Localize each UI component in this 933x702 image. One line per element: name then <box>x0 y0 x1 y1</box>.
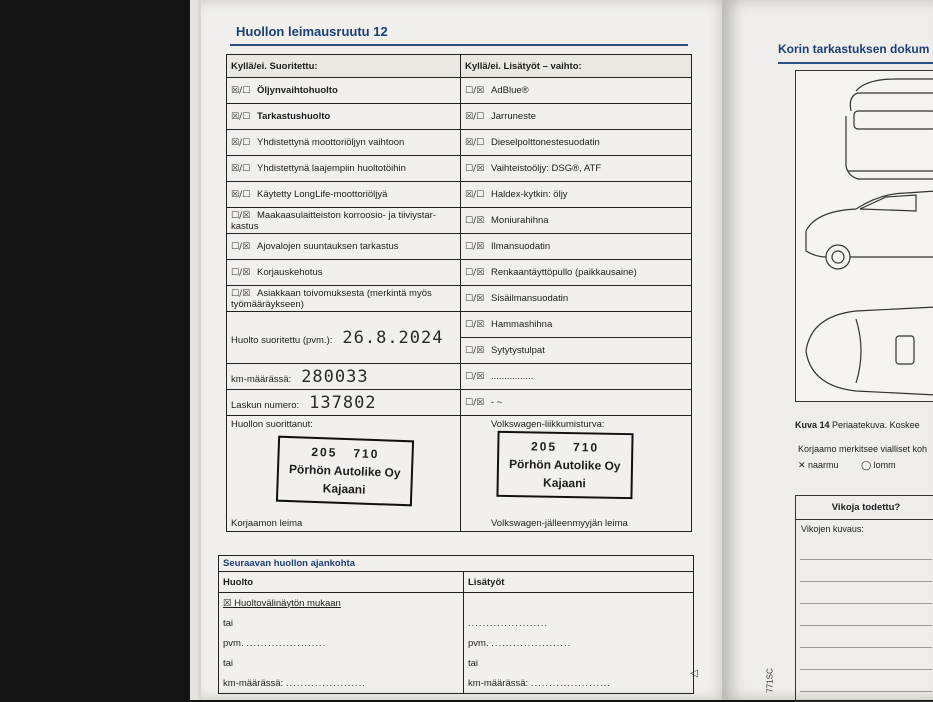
km-label: km-määrässä: <box>223 677 284 689</box>
right-title-divider <box>778 62 933 64</box>
table-row <box>227 260 692 286</box>
row-label: Dieselpolttonestesuodatin <box>491 137 600 148</box>
row-label: Yhdistettynä moottoriöljyn vaihtoon <box>257 137 405 148</box>
row-label: ................ <box>491 371 534 382</box>
km-label: km-määrässä: <box>231 373 292 385</box>
defects-description-label: Vikojen kuvaus: <box>801 524 864 534</box>
defects-box <box>795 495 933 702</box>
figure-number: Kuva 14 <box>795 420 830 430</box>
table-row <box>227 390 692 416</box>
row-label: Ajovalojen suuntauksen tarkastus <box>257 241 399 252</box>
col-extra-header: Lisätyöt <box>464 572 694 593</box>
table-row <box>227 182 692 208</box>
description-line[interactable] <box>800 670 932 692</box>
stamp-city: Kajaani <box>543 475 586 491</box>
corner-triangle-icon: ◁ <box>690 668 698 679</box>
workshop-stamp-label: Korjaamon leima <box>231 518 303 529</box>
stamp-row <box>227 416 692 532</box>
next-service-title: Seuraavan huollon ajankohta <box>219 556 693 572</box>
row-label: Öljynvaihtohuolto <box>257 85 338 96</box>
checkbox-pair[interactable]: ☐/☒ <box>465 320 485 330</box>
table-row <box>227 234 692 260</box>
table-row <box>227 286 692 312</box>
next-service-box <box>218 555 694 694</box>
date-label: pvm. <box>468 637 489 649</box>
row-label: Korjauskehotus <box>257 267 323 278</box>
table-row <box>227 78 692 104</box>
row-label: Sisäilmansuodatin <box>491 293 569 304</box>
checkbox-pair[interactable]: ☒/☐ <box>231 112 251 122</box>
checkbox-pair[interactable]: ☐/☒ <box>465 86 485 96</box>
table-row <box>227 364 692 390</box>
checkbox-pair[interactable]: ☐/☒ <box>465 216 485 226</box>
car-diagram <box>795 70 933 402</box>
dealer-stamp <box>496 431 633 499</box>
checkbox-pair[interactable]: ☐/☒ <box>231 242 251 252</box>
row-label: Jarruneste <box>491 111 536 122</box>
km-field[interactable]: ...................... <box>530 677 611 689</box>
checkbox-pair[interactable]: ☐/☒ <box>465 372 485 382</box>
or-label: tai <box>219 653 464 673</box>
extra-line[interactable]: ...................... <box>468 617 549 629</box>
stamp-company: Pörhön Autolike Oy <box>508 457 621 473</box>
checkbox-pair[interactable]: ☒/☐ <box>231 138 251 148</box>
description-line[interactable] <box>800 560 932 582</box>
next-service-table <box>219 572 693 693</box>
col-service-header: Huolto <box>219 572 464 593</box>
description-line[interactable] <box>800 626 932 648</box>
checkbox-pair[interactable]: ☐/☒ <box>465 398 485 408</box>
stamp-number-a: 205 <box>530 439 558 454</box>
table-row <box>227 156 692 182</box>
checkbox-pair[interactable]: ☒/☐ <box>231 164 251 174</box>
right-page-title: Korin tarkastuksen dokum <box>778 42 930 56</box>
table-row <box>227 104 692 130</box>
description-line[interactable] <box>800 582 932 604</box>
row-label: Yhdistettynä laajempiin huoltotöihin <box>257 163 406 174</box>
checkbox-pair[interactable]: ☐/☒ <box>465 242 485 252</box>
damage-legend <box>798 460 896 471</box>
date-field[interactable]: ...................... <box>491 637 572 649</box>
car-outline-icon <box>796 71 933 401</box>
service-stamp-table <box>226 54 692 532</box>
checkbox-pair[interactable]: ☐/☒ <box>231 288 251 299</box>
checkbox-pair[interactable]: ☒/☐ <box>231 86 251 96</box>
or-label: tai <box>468 657 479 669</box>
performed-by-label: Huollon suorittanut: <box>231 419 313 430</box>
or-label: tai <box>219 613 464 633</box>
row-label: Haldex-kytkin: öljy <box>491 189 568 200</box>
page-title: Huollon leimausruutu 12 <box>236 24 388 39</box>
header-extra-work: Kyllä/ei. Lisätyöt – vaihto: <box>461 55 692 78</box>
km-field[interactable]: ...................... <box>285 677 366 689</box>
checkbox-pair[interactable]: ☒/☐ <box>465 138 485 148</box>
checkbox-pair[interactable]: ☐/☒ <box>231 210 251 221</box>
row-label: Maakaasulaitteiston korroosio- ja tiiviystar-kastus <box>231 209 436 232</box>
row-label: - ~ <box>491 397 503 408</box>
figure-caption <box>795 420 920 430</box>
row-label: Vaihteistoöljy: DSG®, ATF <box>491 163 602 174</box>
checkbox-pair[interactable]: ☒/☐ <box>465 190 485 200</box>
invoice-value[interactable]: 137802 <box>309 392 377 413</box>
km-value[interactable]: 280033 <box>301 366 369 387</box>
figure-text: Periaatekuva. Koskee <box>832 420 920 430</box>
workshop-stamp <box>276 436 414 507</box>
defects-header: Vikoja todettu? <box>796 496 933 520</box>
km-label: km-määrässä: <box>468 677 529 689</box>
description-line[interactable] <box>800 538 932 560</box>
row-label: Asiakkaan toivomuksesta (merkintä myös työmääräykseen) <box>231 287 432 310</box>
table-row <box>227 312 692 338</box>
stamp-number-b: 710 <box>353 446 380 462</box>
row-label: Hammashihna <box>491 319 553 330</box>
legend-scratch: ✕ naarmu <box>798 460 839 470</box>
vw-warranty-label: Volkswagen-liikkumisturva: <box>491 419 605 430</box>
row-label: Tarkastushuolto <box>257 111 331 122</box>
title-divider <box>230 44 688 46</box>
checkbox-pair[interactable]: ☐/☒ <box>231 268 251 278</box>
description-line[interactable] <box>800 648 932 670</box>
table-row <box>227 208 692 234</box>
table-row <box>227 130 692 156</box>
date-label: pvm. <box>223 637 244 649</box>
description-line[interactable] <box>800 604 932 626</box>
row-label: AdBlue® <box>491 85 529 96</box>
stamp-city: Kajaani <box>322 481 366 497</box>
service-date-value[interactable]: 26.8.2024 <box>342 327 444 348</box>
invoice-label: Laskun numero: <box>231 399 300 411</box>
row-label: Sytytystulpat <box>491 345 545 356</box>
document-code: 771SC <box>765 668 775 693</box>
checkbox-pair[interactable]: ☐/☒ <box>465 268 485 278</box>
dealer-stamp-label: Volkswagen-jälleenmyyjän leima <box>491 518 628 529</box>
checkbox-pair[interactable]: ☒/☐ <box>465 112 485 122</box>
stamp-number-b: 710 <box>572 440 600 455</box>
date-field[interactable]: ...................... <box>246 637 327 649</box>
marking-note: Korjaamo merkitsee vialliset koh <box>798 444 928 454</box>
row-label: Ilmansuodatin <box>491 241 551 252</box>
row-label: Renkaantäyttöpullo (paikkausaine) <box>491 267 637 278</box>
checkbox-pair[interactable]: ☐/☒ <box>465 294 485 304</box>
checkbox-pair[interactable]: ☐/☒ <box>465 346 485 356</box>
row-label: Käytetty LongLife-moottoriöljyä <box>257 189 388 200</box>
service-interval-option[interactable]: ☒ Huoltovälinäytön mukaan <box>223 597 341 609</box>
legend-dent: ◯ lomm <box>861 460 896 470</box>
stamp-number-a: 205 <box>311 444 338 460</box>
header-performed: Kyllä/ei. Suoritettu: <box>227 55 461 78</box>
service-date-label: Huolto suoritettu (pvm.): <box>231 334 333 346</box>
checkbox-pair[interactable]: ☒/☐ <box>231 190 251 200</box>
checkbox-pair[interactable]: ☐/☒ <box>465 164 485 174</box>
stamp-company: Pörhön Autolike Oy <box>288 462 401 480</box>
row-label: Moniurahihna <box>491 215 549 226</box>
